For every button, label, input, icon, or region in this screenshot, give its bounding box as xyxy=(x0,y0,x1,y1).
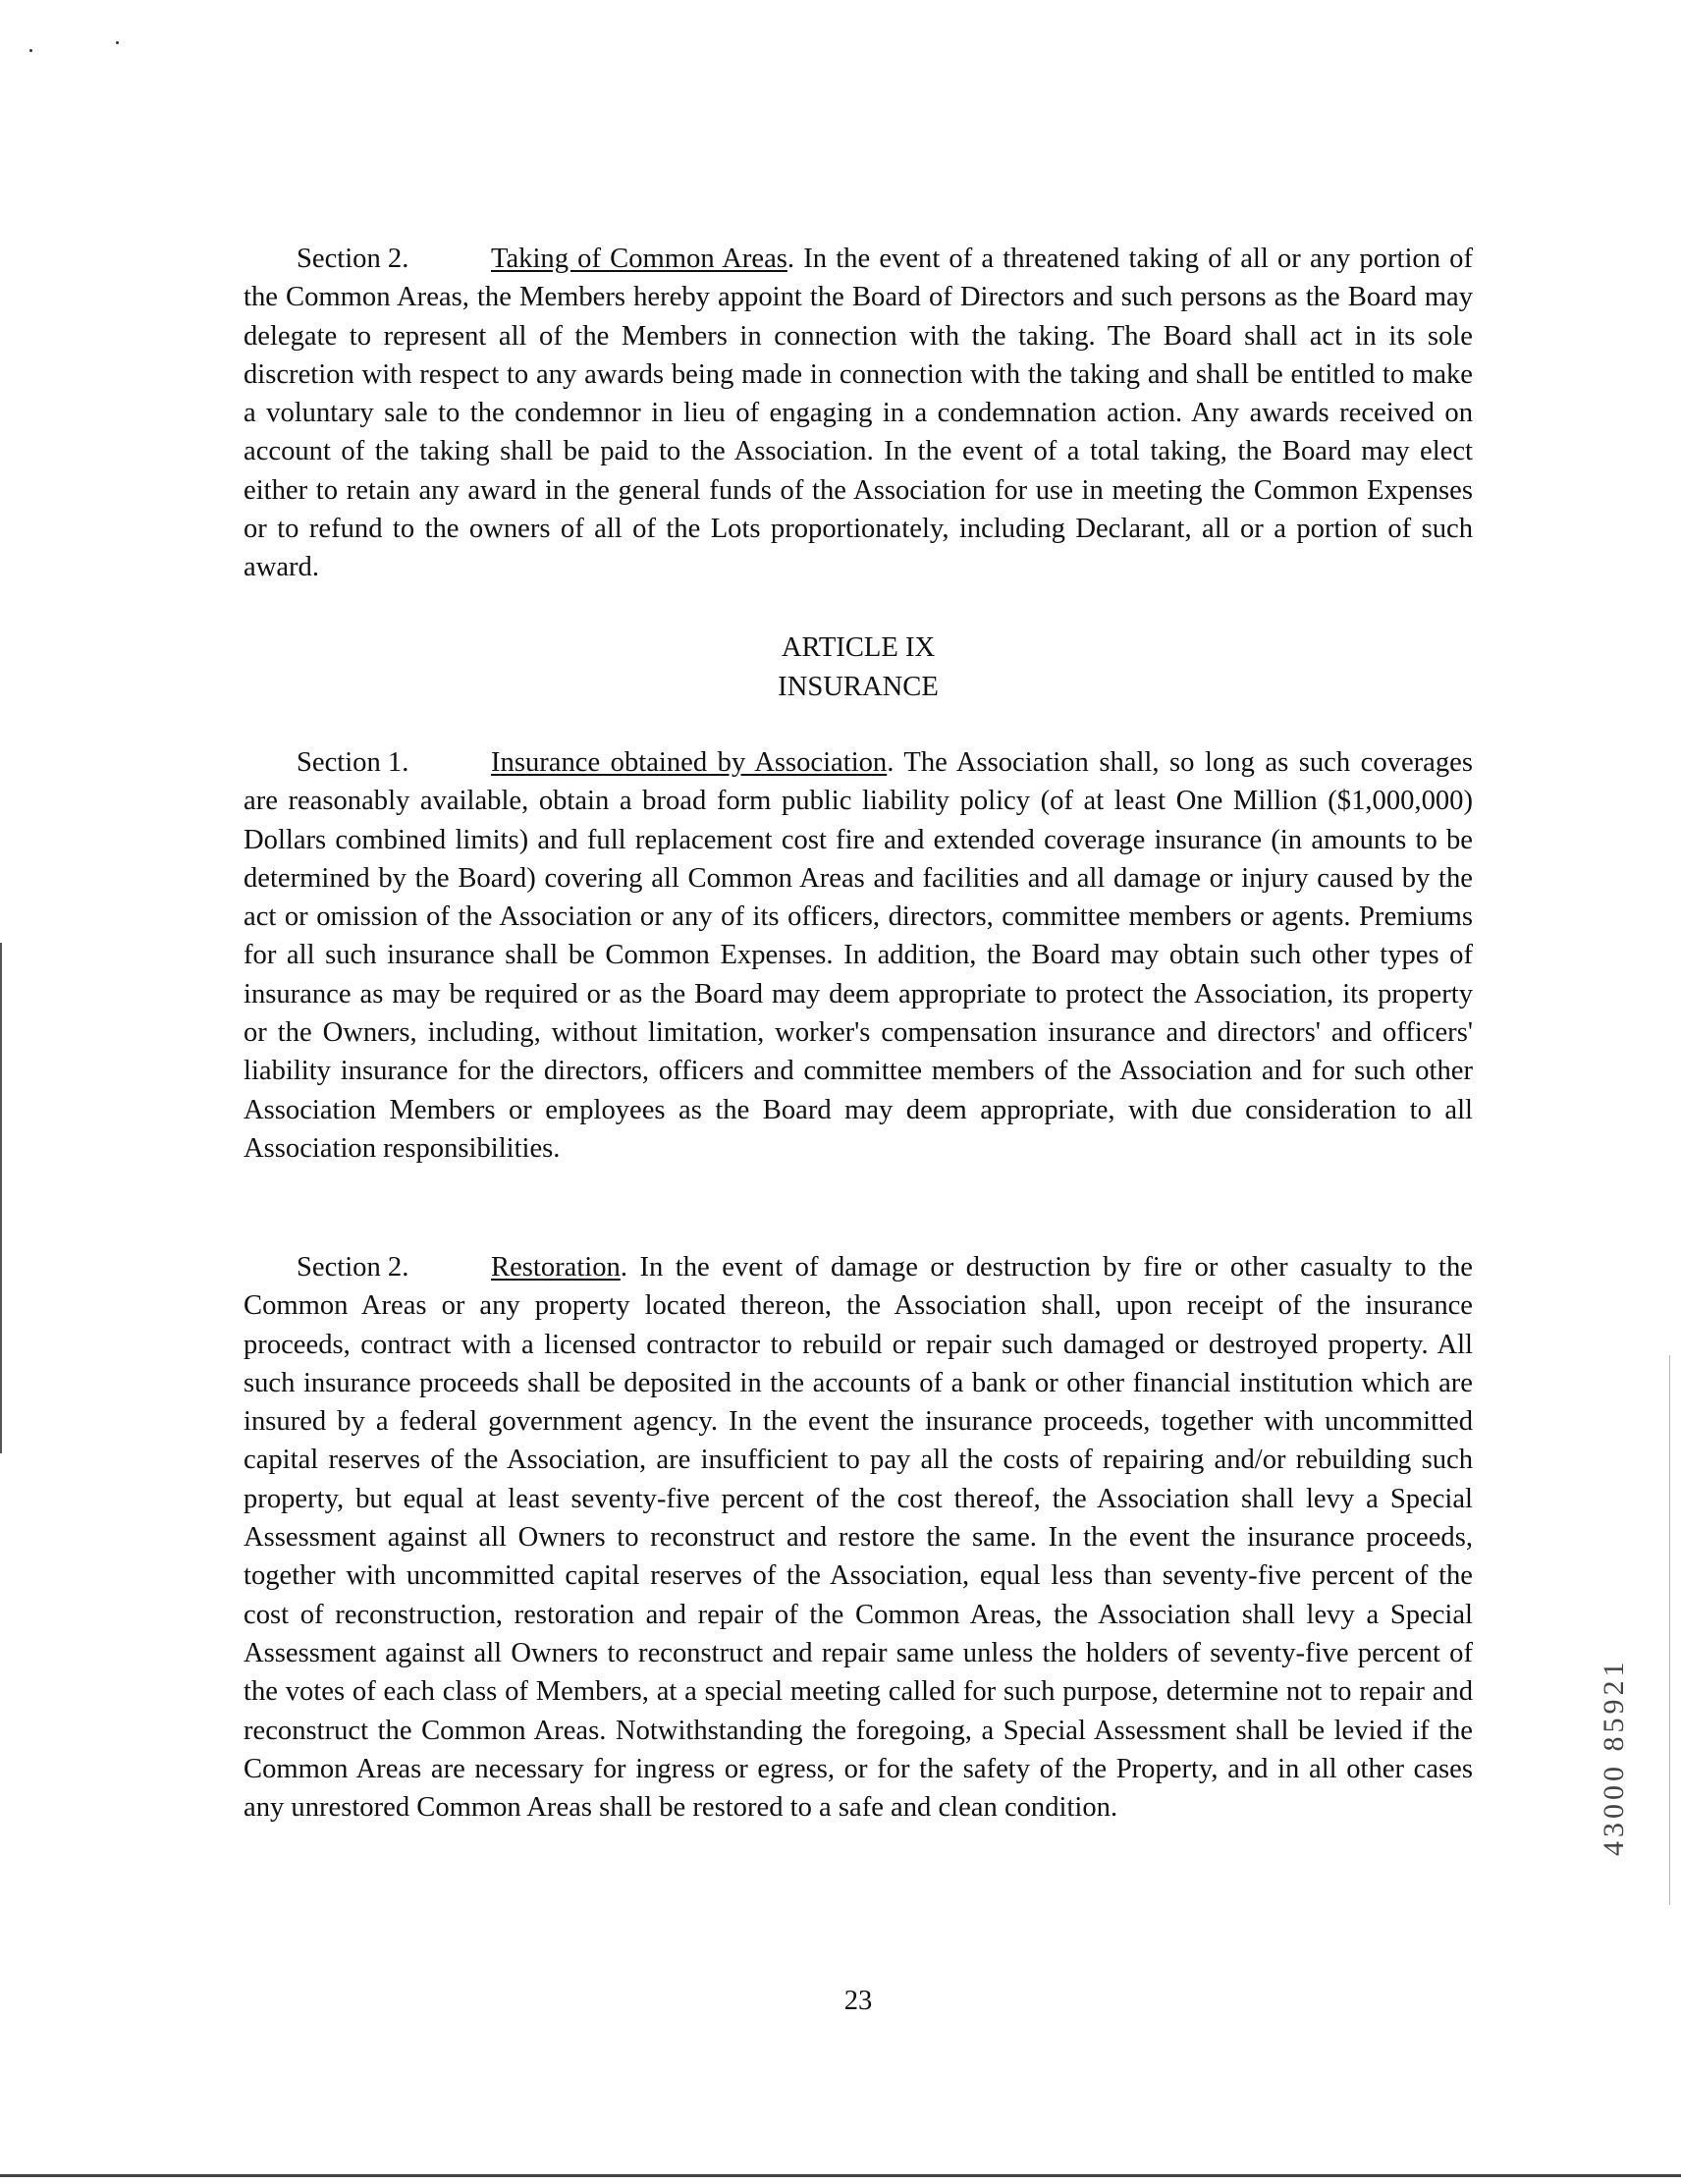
scan-right-edge xyxy=(1669,1355,1670,1905)
section-title: Insurance obtained by Association xyxy=(491,747,888,778)
section-body: . In the event of damage or destruction by fire or other casualty to the Common Areas or any property located thereon, the Association shall, upon receipt of the insurance proceeds, contract with a licensed contractor to rebuild or repair such damaged or destroyed property. All such insurance proceeds shall be deposited in the accounts of a bank or other financial institution which are insured by a federal government agency. In the event the insurance proceeds, together with uncommitted capital reserves of the Association, are insufficient to pay all the costs of repairing and/or rebuilding such property, but equal at least seventy-five percent of the cost thereof, the Association shall levy a Special Assessment against all Owners to reconstruct and restore the same. In the event the insurance proceeds, together with uncommitted capital reserves of the Association, equal less than seventy-five percent of the cost of reconstruction, restoration and repair of the Common Areas, the Association shall levy a Special Assessment against all Owners to reconstruct and repair same unless the holders of seventy-five percent of the votes of each class of Members, at a special meeting called for such purpose, determine not to repair and reconstruct the Common Areas. Notwithstanding the foregoing, a Special Assessment shall be levied if the Common Areas are necessary for ingress or egress, or for the safety of the Property, and in all other cases any unrestored Common Areas shall be restored to a safe and clean condition. xyxy=(244,1252,1473,1824)
section-restoration xyxy=(244,1248,1473,1827)
section-body: . In the event of a threatened taking of all or any portion of the Common Areas, the Members hereby appoint the Board of Directors and such persons as the Board may delegate to represent all of the Members in connection with the taking. The Board shall act in its sole discretion with respect to any awards being made in connection with the taking and shall be entitled to make a voluntary sale to the condemnor in lieu of engaging in a condemnation action. Any awards received on account of the taking shall be paid to the Association. In the event of a total taking, the Board may elect either to retain any award in the general funds of the Association for use in meeting the Common Expenses or to refund to the owners of all of the Lots proportionately, including Declarant, all or a portion of such award. xyxy=(244,244,1474,583)
section-title: Restoration xyxy=(491,1252,621,1283)
section-body: . The Association shall, so long as such coverages are reasonably available, obtain a broad form public liability policy (of at least One Million ($1,000,000) Dollars combined limits) and full replacement cost fire and extended coverage insurance (in amounts to be determined by the Board) covering all Common Areas and facilities and all damage or injury caused by the act or omission of the Association or any of its officers, directors, committee members or agents. Premiums for all such insurance shall be Common Expenses. In addition, the Board may obtain such other types of insurance as may be required or as the Board may deem appropriate to protect the Association, its property or the Owners, including, without limitation, worker's compensation insurance and directors' and officers' liability insurance for the directors, officers and committee members of the Association and for such other Association Members or employees as the Board may deem appropriate, with due consideration to all Association responsibilities. xyxy=(244,747,1473,1164)
section-taking-of-common-areas xyxy=(244,240,1473,587)
section-title: Taking of Common Areas xyxy=(491,244,787,274)
margin-stamp-text: 43000 85921 xyxy=(1598,1658,1630,1856)
scan-speck xyxy=(116,41,119,44)
section-label: Section 2. xyxy=(297,1252,409,1283)
scan-speck xyxy=(29,49,32,52)
page-number: 23 xyxy=(843,1986,873,2016)
scan-bottom-edge xyxy=(0,2174,1681,2177)
scan-left-edge xyxy=(0,943,2,1453)
section-label: Section 1. xyxy=(297,747,409,778)
article-number: ARTICLE IX xyxy=(781,632,936,663)
margin-stamp xyxy=(1595,1563,1634,1856)
section-insurance-obtained xyxy=(244,743,1473,1168)
section-label: Section 2. xyxy=(297,244,409,274)
article-title: INSURANCE xyxy=(778,672,939,702)
